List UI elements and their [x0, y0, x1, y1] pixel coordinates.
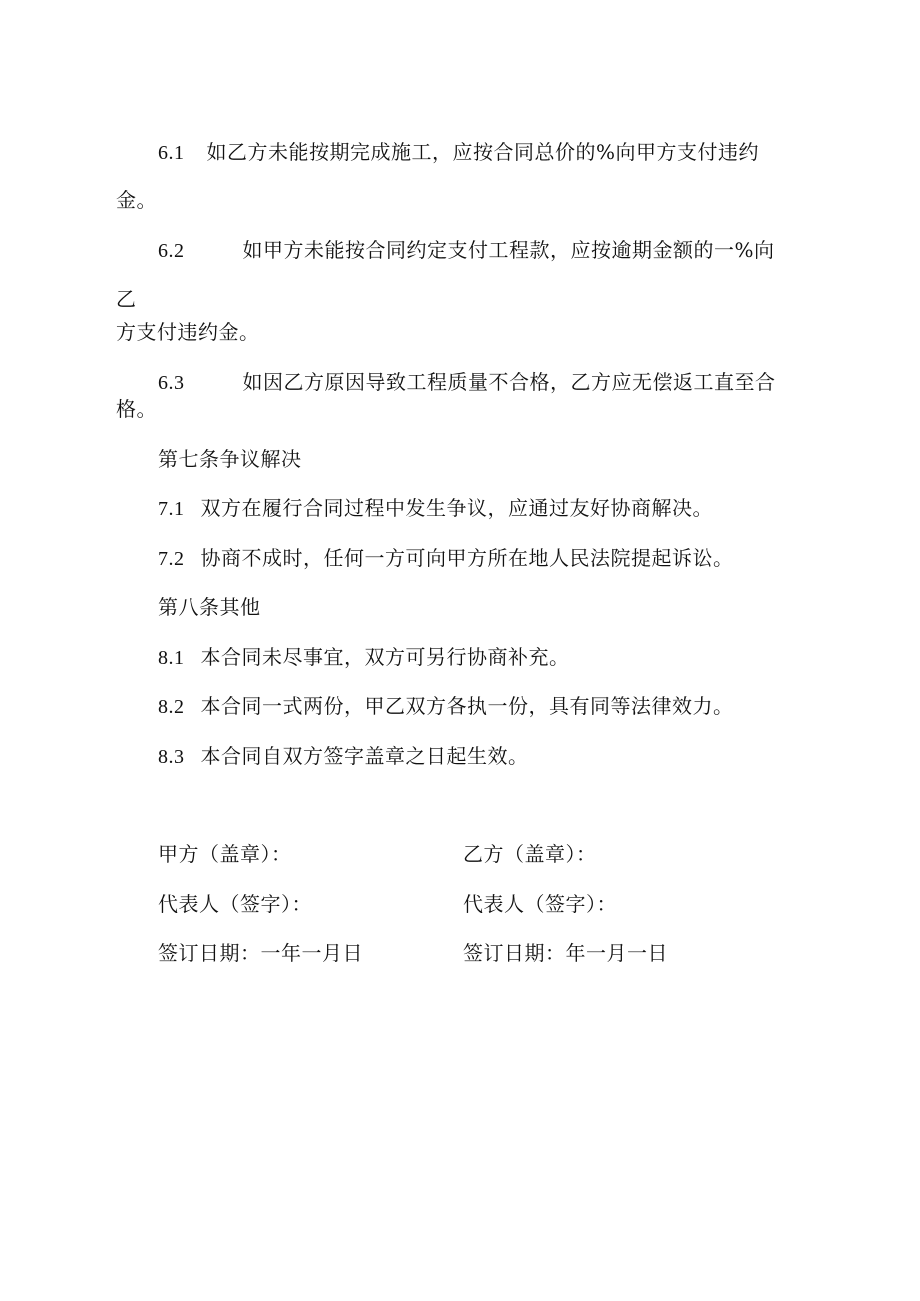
- clause-text: 本合同一式两份，甲乙双方各执一份，具有同等法律效力。: [200, 694, 734, 718]
- party-b-sign-date: 签订日期：年一月一日: [463, 941, 668, 965]
- clause-6-1-continuation: [116, 188, 157, 212]
- clause-text: 格。: [116, 397, 157, 421]
- clause-number: 6.2: [158, 240, 185, 262]
- clause-number: 7.1: [158, 498, 185, 520]
- clause-text: 金。: [116, 188, 157, 212]
- party-b-seal: 乙方（盖章）：: [463, 842, 597, 866]
- heading-text: 第八条其他: [158, 595, 261, 619]
- clause-text: 方支付违约金。: [116, 320, 260, 344]
- party-a-sign-date: 签订日期：一年一月日: [158, 941, 363, 965]
- clause-8-2: [158, 694, 734, 719]
- clause-6-1: [158, 140, 759, 165]
- clause-6-2-continuation: [116, 287, 137, 311]
- clause-number: 7.2: [158, 548, 185, 570]
- clause-8-3: [158, 744, 529, 769]
- clause-6-2: [158, 238, 775, 263]
- clause-7-1: [158, 496, 713, 521]
- party-a-seal: 甲方（盖章）：: [158, 842, 292, 866]
- clause-number: 8.2: [158, 696, 185, 718]
- article-8-heading: [158, 595, 261, 619]
- party-a-representative: 代表人（签字）：: [158, 892, 312, 916]
- clause-text: 如甲方未能按合同约定支付工程款，应按逾期金额的一%向: [242, 238, 775, 262]
- clause-number: 6.3: [158, 372, 185, 394]
- heading-text: 第七条争议解决: [158, 447, 302, 471]
- clause-number: 8.3: [158, 746, 185, 768]
- clause-8-1: [158, 645, 570, 670]
- clause-7-2: [158, 546, 734, 571]
- clause-6-3-continuation: [116, 397, 157, 421]
- clause-text: 如乙方未能按期完成施工，应按合同总价的%向甲方支付违约: [206, 140, 760, 164]
- clause-number: 8.1: [158, 647, 185, 669]
- clause-text: 乙: [116, 287, 137, 311]
- clause-number: 6.1: [158, 142, 185, 164]
- party-b-representative: 代表人（签字）：: [463, 892, 617, 916]
- clause-text: 本合同自双方签字盖章之日起生效。: [200, 744, 529, 768]
- clause-text: 如因乙方原因导致工程质量不合格，乙方应无偿返工直至合: [242, 370, 776, 394]
- clause-6-2-continuation-2: [116, 320, 260, 344]
- article-7-heading: [158, 447, 302, 471]
- clause-text: 双方在履行合同过程中发生争议，应通过友好协商解决。: [200, 496, 713, 520]
- clause-6-3: [158, 370, 776, 395]
- clause-text: 本合同未尽事宜，双方可另行协商补充。: [200, 645, 570, 669]
- clause-text: 协商不成时，任何一方可向甲方所在地人民法院提起诉讼。: [200, 546, 734, 570]
